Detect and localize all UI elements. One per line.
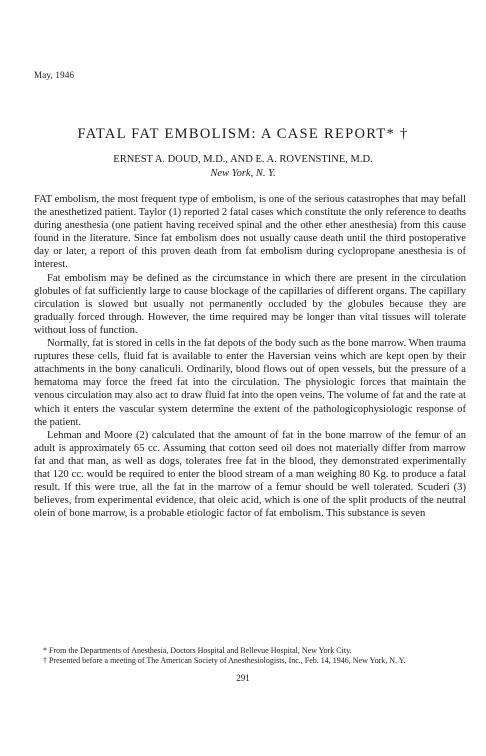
body-paragraph: Fat embolism may be defined as the circumstance in which there are present in the circulation globules of fat sufficiently large to cause blockage of the capillaries of different organs. The capillary circulation is slowed but usually not permanently occluded by the globules because they are gradually forced through. However, the time required may be longer than vital tissues will tolerate without loss of function. [34,272,466,336]
article-title: FATAL FAT EMBOLISM: A CASE REPORT* † [77,126,409,142]
footnote: † Presented before a meeting of The American Society of Anesthesiologists, Inc., Feb. 14, 1946, New York, N. Y. [43,656,406,666]
author-location: New York, N. Y. [210,168,276,179]
article-authors: ERNEST A. DOUD, M.D., AND E. A. ROVENSTINE, M.D. [113,154,373,165]
article-body [34,193,466,520]
body-paragraph: Normally, fat is stored in cells in the fat depots of the body such as the bone marrow. When trauma ruptures these cells, fluid fat is available to enter the Haversian veins which are kept open by their attachments in the bony canaliculi. Ordinarily, blood flows out of open vessels, but the pressure of a hematoma may force the freed fat into the circulation. The physiologic forces that maintain the venous circulation may also act to draw fluid fat into the open veins. The volume of fat and the rate at which it enters the vascular system determine the extent of the pathologicophysiologic response of the patient. [34,338,466,428]
footnotes [34,646,466,666]
footnote: * From the Departments of Anesthesia, Doctors Hospital and Bellevue Hospital, New York City. [43,646,352,655]
page-number: 291 [236,673,250,683]
running-header-date: May, 1946 [34,70,75,80]
body-paragraph: Lehman and Moore (2) calculated that the amount of fat in the bone marrow of the femur of an adult is approximately 65 cc. Assuming that cotton seed oil does not materially differ from marrow fat and that man, as well as dogs, tolerates free fat in the blood, they demonstrated experimentally that 120 cc. would be required to enter the blood stream of a man weighing 80 Kg. to produce a fatal result. If this were true, all the fat in the marrow of a femur should be well tolerated. Scuderi (3) believes, from experimental evidence, that oleic acid, which is one of the split products of the neutral olein of bone marrow, is a probable etiologic factor of fat embolism. This substance is seven [34,429,466,520]
body-paragraph: FAT embolism, the most frequent type of embolism, is one of the serious catastrophes that may befall the anesthetized patient. Taylor (1) reported 2 fatal cases which constitute the only reference to deaths during anesthesia (one patient having received spinal and the other ether anesthesia) from this cause found in the literature. Since fat embolism does not usually cause death until the third postoperative day or later, a report of this proven death from fat embolism during cyclopropane anesthesia is of interest. [34,194,466,271]
